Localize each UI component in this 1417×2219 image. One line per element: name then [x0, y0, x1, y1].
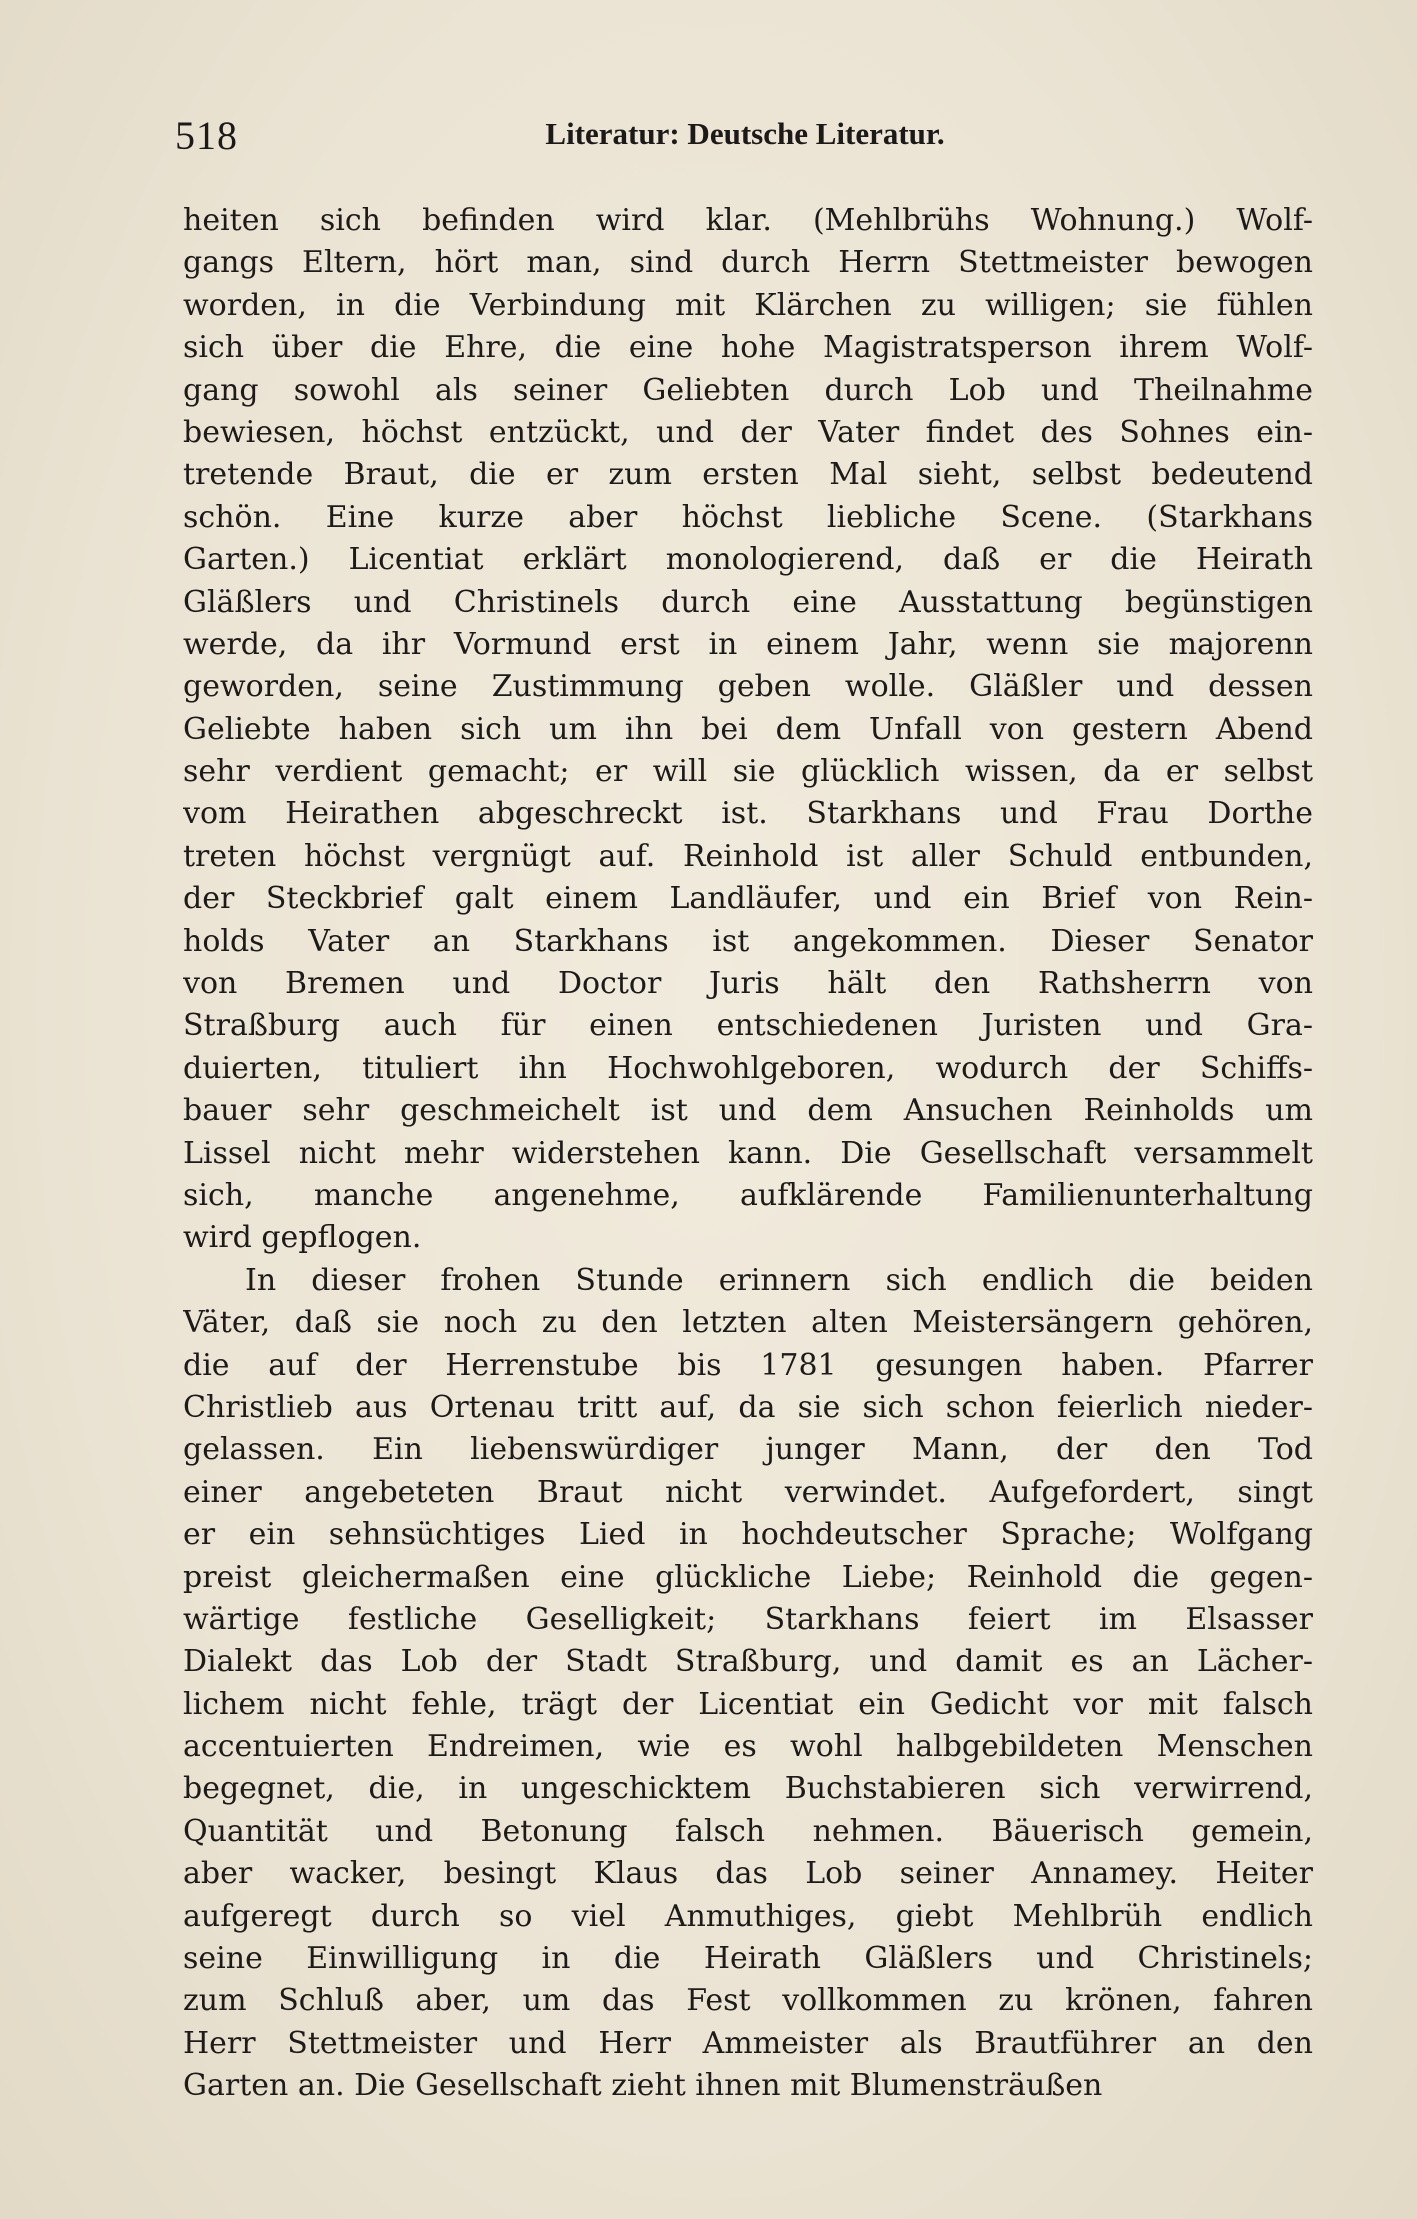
text-line: bauer sehr geschmeichelt ist und dem Ansuchen Reinholds um — [183, 1093, 1313, 1129]
text-line: worden, in die Verbindung mit Klärchen zu willigen; sie fühlen — [183, 287, 1313, 323]
text-line: Dialekt das Lob der Stadt Straßburg, und damit es an Lächer- — [183, 1644, 1313, 1680]
text-line: sich über die Ehre, die eine hohe Magistratsperson ihrem Wolf- — [183, 330, 1313, 366]
text-line: bewiesen, höchst entzückt, und der Vater findet des Sohnes ein- — [183, 414, 1313, 450]
text-line: er ein sehnsüchtiges Lied in hochdeutscher Sprache; Wolfgang — [183, 1517, 1313, 1553]
text-line: von Bremen und Doctor Juris hält den Rathsherrn von — [183, 966, 1313, 1002]
text-line: wärtige festliche Geselligkeit; Starkhans feiert im Elsasser — [183, 1601, 1313, 1637]
paragraph — [183, 200, 1313, 1260]
text-line: seine Einwilligung in die Heirath Gläßlers und Christinels; — [183, 1941, 1313, 1977]
text-line: aufgeregt durch so viel Anmuthiges, giebt Mehlbrüh endlich — [183, 1898, 1313, 1934]
text-line: Quantität und Betonung falsch nehmen. Bäuerisch gemein, — [183, 1813, 1313, 1849]
text-line: Väter, daß sie noch zu den letzten alten Meistersängern gehören, — [183, 1305, 1313, 1341]
text-line: holds Vater an Starkhans ist angekommen. Dieser Senator — [183, 923, 1313, 959]
text-line: Gläßlers und Christinels durch eine Ausstattung begünstigen — [183, 584, 1313, 620]
text-line: Lissel nicht mehr widerstehen kann. Die Gesellschaft versammelt — [183, 1135, 1313, 1171]
running-head: Literatur: Deutsche Literatur. — [545, 116, 945, 151]
text-line: lichem nicht fehle, trägt der Licentiat ein Gedicht vor mit falsch — [183, 1686, 1313, 1722]
text-line: In dieser frohen Stunde erinnern sich endlich die beiden — [245, 1262, 1313, 1298]
text-line: die auf der Herrenstube bis 1781 gesungen haben. Pfarrer — [183, 1347, 1313, 1383]
text-line: Christlieb aus Ortenau tritt auf, da sie sich schon feierlich nieder- — [183, 1389, 1313, 1425]
text-line: preist gleichermaßen eine glückliche Liebe; Reinhold die gegen- — [183, 1559, 1313, 1595]
body-text — [183, 200, 1313, 2108]
text-line: zum Schluß aber, um das Fest vollkommen zu krönen, fahren — [183, 1983, 1313, 2019]
text-line: Herr Stettmeister und Herr Ammeister als Brautführer an den — [183, 2025, 1313, 2061]
page-number: 518 — [175, 113, 238, 158]
paragraph — [183, 1260, 1313, 2108]
text-line: geworden, seine Zustimmung geben wolle. Gläßler und dessen — [183, 669, 1313, 705]
text-line: gang sowohl als seiner Geliebten durch Lob und Theilnahme — [183, 372, 1313, 408]
text-line: werde, da ihr Vormund erst in einem Jahr, wenn sie majorenn — [183, 626, 1313, 662]
text-line: sich, manche angenehme, aufklärende Familienunterhaltung — [183, 1177, 1313, 1213]
text-line: einer angebeteten Braut nicht verwindet. Aufgefordert, singt — [183, 1474, 1313, 1510]
text-line: Geliebte haben sich um ihn bei dem Unfall von gestern Abend — [183, 711, 1313, 747]
text-line: accentuierten Endreimen, wie es wohl halbgebildeten Menschen — [183, 1729, 1313, 1765]
text-line: treten höchst vergnügt auf. Reinhold ist aller Schuld entbunden, — [183, 838, 1313, 874]
text-line: begegnet, die, in ungeschicktem Buchstabieren sich verwirrend, — [183, 1771, 1313, 1807]
text-line: duierten, tituliert ihn Hochwohlgeboren, wodurch der Schiffs- — [183, 1050, 1313, 1086]
text-line: heiten sich befinden wird klar. (Mehlbrühs Wohnung.) Wolf- — [183, 203, 1313, 238]
text-line: gangs Eltern, hört man, sind durch Herrn Stettmeister bewogen — [183, 245, 1313, 281]
text-line: sehr verdient gemacht; er will sie glücklich wissen, da er selbst — [183, 754, 1313, 790]
text-line: gelassen. Ein liebenswürdiger junger Mann, der den Tod — [183, 1432, 1313, 1468]
page-header — [175, 112, 1315, 162]
text-line: wird gepflogen. — [183, 1220, 422, 1256]
text-line: Garten.) Licentiat erklärt monologierend, daß er die Heirath — [183, 542, 1313, 578]
text-line: der Steckbrief galt einem Landläufer, und ein Brief von Rein- — [183, 881, 1313, 917]
text-line: vom Heirathen abgeschreckt ist. Starkhans und Frau Dorthe — [183, 796, 1313, 832]
text-line: Garten an. Die Gesellschaft zieht ihnen mit Blumensträußen — [183, 2068, 1103, 2104]
text-line: Straßburg auch für einen entschiedenen Juristen und Gra- — [183, 1008, 1313, 1044]
text-line: schön. Eine kurze aber höchst liebliche Scene. (Starkhans — [183, 499, 1313, 535]
text-line: tretende Braut, die er zum ersten Mal sieht, selbst bedeutend — [183, 457, 1313, 493]
text-line: aber wacker, besingt Klaus das Lob seiner Annamey. Heiter — [183, 1856, 1313, 1892]
